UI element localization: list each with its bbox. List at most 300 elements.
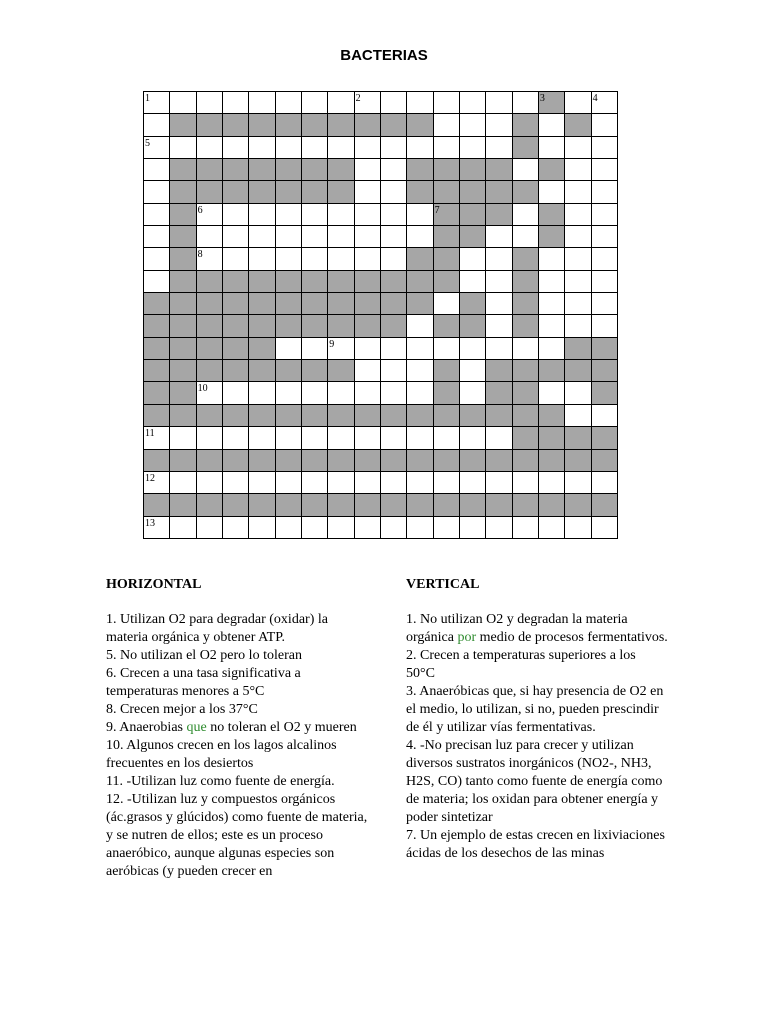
crossword-cell[interactable] [144,114,170,136]
crossword-cell[interactable] [565,181,591,203]
crossword-cell[interactable] [460,382,486,404]
crossword-block-cell [302,405,328,427]
crossword-cell[interactable] [328,204,354,226]
vertical-heading: VERTICAL [406,577,480,592]
crossword-block-cell [486,405,512,427]
crossword-block-cell [565,338,591,360]
crossword-cell[interactable] [434,472,460,494]
crossword-cell[interactable] [249,517,275,539]
clue: 3. Anaeróbicas que, si hay presencia de O2 en el medio, lo utilizan, si no, pueden prescindir de él y utilizar vías fermentativas. [406,684,664,735]
clue-number: 6 [197,204,203,216]
crossword-cell[interactable] [513,159,539,181]
crossword-block-cell [328,360,354,382]
crossword-cell[interactable] [197,382,223,404]
clue [106,719,368,737]
crossword-cell[interactable] [144,271,170,293]
crossword-block-cell [434,159,460,181]
crossword-cell[interactable] [460,271,486,293]
crossword-block-cell [381,293,407,315]
crossword-cell[interactable] [592,159,618,181]
crossword-cell[interactable] [276,204,302,226]
crossword-cell[interactable] [381,137,407,159]
crossword-cell[interactable] [592,248,618,270]
crossword-cell[interactable] [407,382,433,404]
crossword-cell[interactable] [565,293,591,315]
crossword-cell[interactable] [355,248,381,270]
crossword-cell[interactable] [276,338,302,360]
crossword-block-cell [328,494,354,516]
crossword-block-cell [460,450,486,472]
crossword-block-cell [276,181,302,203]
crossword-cell[interactable] [170,472,196,494]
crossword-block-cell [249,181,275,203]
crossword-cell[interactable] [355,338,381,360]
crossword-cell[interactable] [539,517,565,539]
crossword-cell[interactable] [144,427,170,449]
clue [406,611,668,647]
crossword-cell[interactable] [328,248,354,270]
crossword-cell[interactable] [276,427,302,449]
crossword-block-cell [486,181,512,203]
crossword-block-cell [592,382,618,404]
crossword-block-cell [434,382,460,404]
crossword-block-cell [144,382,170,404]
crossword-block-cell [144,494,170,516]
crossword-block-cell [407,450,433,472]
crossword-cell[interactable] [539,114,565,136]
crossword-cell[interactable] [144,137,170,159]
crossword-cell[interactable] [381,517,407,539]
clue: 5. No utilizan el O2 pero lo toleran [106,648,302,663]
crossword-block-cell [486,450,512,472]
crossword-block-cell [539,204,565,226]
crossword-cell[interactable] [539,382,565,404]
crossword-cell[interactable] [249,427,275,449]
crossword-block-cell [486,382,512,404]
crossword-cell[interactable] [302,382,328,404]
crossword-cell[interactable] [486,248,512,270]
crossword-cell[interactable] [355,360,381,382]
crossword-cell[interactable] [197,137,223,159]
crossword-cell[interactable] [539,137,565,159]
crossword-cell[interactable] [144,92,170,114]
crossword-block-cell [249,114,275,136]
crossword-cell[interactable] [144,159,170,181]
crossword-cell[interactable] [407,92,433,114]
crossword-cell[interactable] [276,137,302,159]
crossword-cell[interactable] [565,271,591,293]
crossword-block-cell [170,293,196,315]
crossword-block-cell [460,293,486,315]
crossword-cell[interactable] [407,517,433,539]
crossword-cell[interactable] [328,517,354,539]
crossword-cell[interactable] [355,427,381,449]
crossword-cell[interactable] [565,226,591,248]
crossword-block-cell [249,271,275,293]
crossword-cell[interactable] [170,517,196,539]
crossword-cell[interactable] [197,517,223,539]
crossword-block-cell [355,293,381,315]
crossword-cell[interactable] [276,517,302,539]
horizontal-clue-list [106,611,368,881]
crossword-cell[interactable] [355,382,381,404]
crossword-cell[interactable] [249,204,275,226]
crossword-cell[interactable] [486,293,512,315]
crossword-block-cell [144,315,170,337]
crossword-block-cell [539,360,565,382]
crossword-cell[interactable] [486,114,512,136]
crossword-block-cell [539,405,565,427]
crossword-cell[interactable] [302,226,328,248]
crossword-block-cell [170,114,196,136]
crossword-cell[interactable] [144,226,170,248]
crossword-cell[interactable] [486,315,512,337]
crossword-cell[interactable] [460,114,486,136]
crossword-cell[interactable] [355,137,381,159]
crossword-block-cell [144,338,170,360]
crossword-block-cell [355,114,381,136]
crossword-block-cell [276,360,302,382]
crossword-cell[interactable] [381,204,407,226]
crossword-cell[interactable] [170,137,196,159]
crossword-cell[interactable] [460,427,486,449]
crossword-cell[interactable] [302,92,328,114]
crossword-block-cell [513,494,539,516]
crossword-block-cell [434,248,460,270]
crossword-cell[interactable] [592,181,618,203]
crossword-cell[interactable] [355,204,381,226]
crossword-cell[interactable] [592,517,618,539]
crossword-cell[interactable] [381,472,407,494]
crossword-cell[interactable] [223,226,249,248]
crossword-block-cell [407,293,433,315]
horizontal-heading: HORIZONTAL [106,577,202,592]
crossword-cell[interactable] [249,382,275,404]
crossword-cell[interactable] [592,226,618,248]
crossword-cell[interactable] [197,248,223,270]
crossword-block-cell [170,248,196,270]
crossword-block-cell [249,360,275,382]
crossword-cell[interactable] [486,472,512,494]
crossword-cell[interactable] [276,92,302,114]
crossword-cell[interactable] [355,92,381,114]
crossword-cell[interactable] [434,137,460,159]
crossword-block-cell [513,248,539,270]
crossword-cell[interactable] [592,315,618,337]
crossword-block-cell [223,159,249,181]
crossword-block-cell [513,360,539,382]
crossword-cell[interactable] [460,92,486,114]
crossword-block-cell [381,114,407,136]
crossword-cell[interactable] [486,92,512,114]
crossword-block-cell [460,204,486,226]
crossword-cell[interactable] [381,382,407,404]
crossword-block-cell [381,450,407,472]
crossword-cell[interactable] [223,472,249,494]
crossword-cell[interactable] [328,338,354,360]
crossword-cell[interactable] [486,226,512,248]
crossword-cell[interactable] [223,382,249,404]
crossword-block-cell [434,226,460,248]
crossword-cell[interactable] [434,427,460,449]
crossword-cell[interactable] [565,92,591,114]
crossword-block-cell [223,315,249,337]
crossword-cell[interactable] [539,271,565,293]
crossword-block-cell [407,159,433,181]
clue-number: 3 [539,93,545,104]
crossword-cell[interactable] [223,427,249,449]
crossword-cell[interactable] [276,472,302,494]
crossword-cell[interactable] [407,427,433,449]
crossword-cell[interactable] [407,338,433,360]
crossword-block-cell [434,450,460,472]
crossword-block-cell [144,450,170,472]
crossword-cell[interactable] [276,248,302,270]
crossword-block-cell [592,450,618,472]
crossword-cell[interactable] [170,92,196,114]
crossword-cell[interactable] [302,248,328,270]
crossword-cell[interactable] [513,92,539,114]
crossword-cell[interactable] [302,517,328,539]
crossword-cell[interactable] [434,92,460,114]
crossword-block-cell [355,494,381,516]
crossword-cell[interactable] [407,472,433,494]
crossword-cell[interactable] [592,137,618,159]
crossword-cell[interactable] [539,472,565,494]
crossword-cell[interactable] [249,137,275,159]
crossword-cell[interactable] [539,248,565,270]
crossword-cell[interactable] [460,517,486,539]
crossword-block-cell [223,338,249,360]
crossword-cell[interactable] [460,338,486,360]
clue-number: 12 [145,472,155,484]
crossword-cell[interactable] [565,315,591,337]
crossword-block-cell [276,450,302,472]
crossword-cell[interactable] [434,338,460,360]
crossword-cell[interactable] [223,248,249,270]
crossword-cell[interactable] [381,360,407,382]
crossword-cell[interactable] [565,248,591,270]
crossword-cell[interactable] [565,517,591,539]
crossword-cell[interactable] [592,271,618,293]
crossword-block-cell [249,338,275,360]
clue-number: 5 [145,137,150,149]
crossword-cell[interactable] [434,293,460,315]
crossword-block-cell [170,204,196,226]
crossword-block-cell [328,159,354,181]
crossword-cell[interactable] [592,293,618,315]
crossword-cell[interactable] [513,226,539,248]
crossword-cell[interactable] [565,472,591,494]
crossword-block-cell [355,315,381,337]
crossword-block-cell [197,360,223,382]
crossword-cell[interactable] [355,226,381,248]
crossword-cell[interactable] [592,114,618,136]
crossword-block-cell [539,494,565,516]
crossword-block-cell [434,315,460,337]
crossword-block-cell [249,405,275,427]
crossword-cell[interactable] [407,315,433,337]
crossword-cell[interactable] [565,382,591,404]
crossword-block-cell [249,159,275,181]
crossword-cell[interactable] [486,517,512,539]
crossword-cell[interactable] [460,248,486,270]
crossword-cell[interactable] [407,204,433,226]
crossword-cell[interactable] [565,159,591,181]
crossword-cell[interactable] [328,92,354,114]
crossword-cell[interactable] [407,137,433,159]
crossword-cell[interactable] [328,427,354,449]
crossword-cell[interactable] [381,427,407,449]
crossword-cell[interactable] [276,382,302,404]
crossword-block-cell [565,450,591,472]
crossword-cell[interactable] [355,181,381,203]
crossword-block-cell [328,405,354,427]
crossword-block-cell [381,405,407,427]
crossword-block-cell [434,204,460,226]
crossword-cell[interactable] [144,517,170,539]
crossword-block-cell [302,114,328,136]
crossword-cell[interactable] [381,248,407,270]
crossword-cell[interactable] [197,472,223,494]
crossword-cell[interactable] [223,517,249,539]
crossword-block-cell [407,181,433,203]
crossword-cell[interactable] [486,338,512,360]
crossword-cell[interactable] [539,293,565,315]
crossword-cell[interactable] [592,472,618,494]
crossword-block-cell [249,450,275,472]
crossword-cell[interactable] [223,204,249,226]
crossword-block-cell [539,159,565,181]
crossword-cell[interactable] [170,427,196,449]
crossword-block-cell [276,405,302,427]
crossword-cell[interactable] [144,472,170,494]
clue-text: 9. Anaerobias [106,720,187,735]
crossword-cell[interactable] [249,248,275,270]
crossword-cell[interactable] [513,517,539,539]
crossword-cell[interactable] [302,338,328,360]
crossword-cell[interactable] [592,204,618,226]
crossword-cell[interactable] [223,137,249,159]
crossword-cell[interactable] [434,517,460,539]
crossword-cell[interactable] [381,338,407,360]
crossword-block-cell [197,181,223,203]
crossword-cell[interactable] [302,137,328,159]
crossword-cell[interactable] [381,159,407,181]
crossword-block-cell [355,450,381,472]
crossword-block-cell [513,315,539,337]
crossword-cell[interactable] [276,226,302,248]
crossword-cell[interactable] [197,92,223,114]
crossword-cell[interactable] [592,405,618,427]
crossword-block-cell [276,293,302,315]
crossword-cell[interactable] [539,181,565,203]
crossword-cell[interactable] [565,204,591,226]
crossword-block-cell [434,360,460,382]
crossword-cell[interactable] [302,472,328,494]
crossword-cell[interactable] [197,427,223,449]
crossword-cell[interactable] [144,181,170,203]
crossword-cell[interactable] [302,427,328,449]
crossword-block-cell [170,450,196,472]
crossword-cell[interactable] [513,204,539,226]
crossword-cell[interactable] [328,472,354,494]
crossword-cell[interactable] [565,137,591,159]
crossword-cell[interactable] [144,248,170,270]
crossword-block-cell [460,159,486,181]
crossword-block-cell [276,159,302,181]
crossword-block-cell [223,405,249,427]
crossword-block-cell [381,494,407,516]
crossword-block-cell [276,494,302,516]
crossword-cell[interactable] [381,226,407,248]
crossword-cell[interactable] [249,472,275,494]
crossword-cell[interactable] [460,360,486,382]
crossword-cell[interactable] [328,137,354,159]
crossword-cell[interactable] [539,338,565,360]
crossword-cell[interactable] [249,92,275,114]
crossword-cell[interactable] [381,92,407,114]
crossword-block-cell [355,405,381,427]
crossword-cell[interactable] [355,159,381,181]
crossword-cell[interactable] [355,472,381,494]
crossword-cell[interactable] [460,137,486,159]
crossword-cell[interactable] [539,315,565,337]
crossword-cell[interactable] [565,405,591,427]
crossword-block-cell [539,226,565,248]
crossword-block-cell [249,293,275,315]
clue-number: 2 [355,93,361,104]
crossword-block-cell [144,405,170,427]
crossword-block-cell [434,494,460,516]
crossword-cell[interactable] [381,181,407,203]
crossword-cell[interactable] [197,204,223,226]
crossword-block-cell [302,450,328,472]
crossword-cell[interactable] [249,226,275,248]
clue-number: 4 [592,93,598,104]
crossword-block-cell [197,271,223,293]
crossword-cell[interactable] [486,137,512,159]
crossword-cell[interactable] [486,427,512,449]
crossword-block-cell [407,405,433,427]
crossword-cell[interactable] [302,204,328,226]
crossword-cell[interactable] [460,472,486,494]
crossword-cell[interactable] [513,472,539,494]
crossword-block-cell [223,114,249,136]
crossword-cell[interactable] [407,360,433,382]
crossword-block-cell [197,114,223,136]
crossword-cell[interactable] [513,338,539,360]
crossword-block-cell [407,271,433,293]
crossword-cell[interactable] [197,226,223,248]
crossword-cell[interactable] [328,382,354,404]
crossword-block-cell [197,293,223,315]
crossword-cell[interactable] [223,92,249,114]
crossword-block-cell [460,226,486,248]
crossword-cell[interactable] [486,271,512,293]
crossword-block-cell [328,450,354,472]
crossword-cell[interactable] [592,92,618,114]
clue: 1. Utilizan O2 para degradar (oxidar) la materia orgánica y obtener ATP. [106,612,328,645]
crossword-block-cell [170,271,196,293]
vertical-clue-list [406,611,668,863]
crossword-cell[interactable] [355,517,381,539]
clue-number: 13 [145,517,155,529]
crossword-cell[interactable] [144,204,170,226]
crossword-cell[interactable] [434,114,460,136]
crossword-cell[interactable] [407,226,433,248]
crossword-cell[interactable] [328,226,354,248]
